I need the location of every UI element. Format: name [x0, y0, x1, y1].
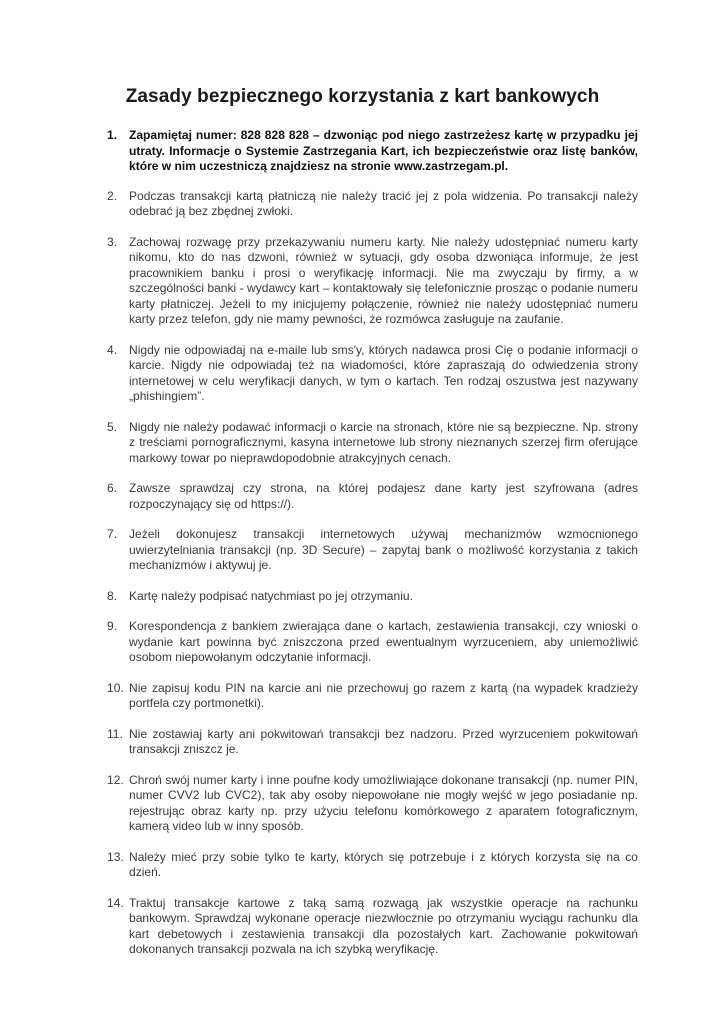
item-text: Chroń swój numer karty i inne poufne kody umożliwiające dokonane transakcji (np. numer PIN, numer CVV2 lub CVC2), tak aby osoby niepowołane nie mogły wejść w jego posiadanie np. rejestrując obraz karty np. przy użyciu telefonu komórkowego z aparatem fotograficznym, kamerą video lub w inny sposób.: [129, 772, 638, 833]
item-text: Korespondencja z bankiem zwierająca dane o kartach, zestawienia transakcji, czy wnioski o wydanie kart powinna być zniszczona przed ewentualnym wyrzuceniem, aby uniemożliwić osobom niepowołanym odczytanie informacji.: [129, 619, 638, 664]
item-text: Nie zostawiaj karty ani pokwitowań transakcji bez nadzoru. Przed wyrzuceniem pokwitowań transakcji zniszcz je.: [129, 726, 638, 756]
item-number: 4.: [107, 342, 118, 357]
list-item: [107, 481, 638, 512]
item-number: 6.: [107, 481, 118, 495]
list-item: [107, 128, 638, 175]
item-number: 11.: [107, 726, 123, 741]
list-item: [107, 773, 638, 835]
list-item: [107, 896, 638, 958]
list-item: [107, 343, 638, 405]
rules-list: [107, 128, 638, 973]
list-item: [107, 727, 638, 758]
list-item: [107, 589, 638, 605]
item-number: 2.: [107, 188, 118, 203]
item-text: Kartę należy podpisać natychmiast po jej otrzymaniu.: [129, 588, 413, 603]
list-item: [107, 189, 638, 220]
item-text: Traktuj transakcje kartowe z taką samą rozwagą jak wszystkie operacje na rachunku bankowym. Sprawdzaj wykonane operacje niezwłocznie po otrzymaniu wyciągu rachunku dla kart debetowych i zestawienia transakcji dla pozostałych kart. Zachowanie pokwitowań dokonanych transakcji pozwala na ich szybką weryfikację.: [129, 895, 638, 956]
item-number: 7.: [107, 527, 118, 541]
item-number: 13.: [107, 849, 124, 864]
item-number: 1.: [107, 128, 118, 142]
list-item: [107, 681, 638, 712]
item-number: 5.: [107, 419, 118, 434]
list-item: [107, 619, 638, 666]
item-text: Nigdy nie należy podawać informacji o karcie na stronach, które nie są bezpieczne. Np. strony z treściami pornograficznymi, kasyna internetowe lub strony nieznanych szerzej firm oferujące markowy towar po nieprawdopodobnie atrakcyjnych cenach.: [129, 419, 638, 465]
list-item: [107, 850, 638, 881]
item-number: 14.: [107, 895, 124, 910]
item-text: Zachowaj rozwagę przy przekazywaniu numeru karty. Nie należy udostępniać numeru karty nikomu, kto do nas dzwoni, również w sytuacji, gdy osoba dzwoniąca informuje, że jest pracownikiem banku i prosi o weryfikację informacji. Nie ma zwyczaju by firmy, a w szczególności banki - wydawcy kart – kontaktowały się telefonicznie prosząc o podanie numeru karty płatniczej. Jeżeli to my inicjujemy połączenie, również nie należy udostępniać numeru karty przez telefon, gdy nie mamy pewności, że rozmówca zasługuje na zaufanie.: [129, 234, 638, 326]
item-text: Podczas transakcji kartą płatniczą nie należy tracić jej z pola widzenia. Po transakcji należy odebrać ją bez zbędnej zwłoki.: [129, 188, 638, 218]
list-item: [107, 420, 638, 467]
item-number: 9.: [107, 619, 118, 633]
item-text: Nie zapisuj kodu PIN na karcie ani nie przechowuj go razem z kartą (na wypadek kradzieży portfela czy portmonetki).: [129, 680, 638, 710]
list-item: [107, 527, 638, 574]
page-title: Zasady bezpiecznego korzystania z kart bankowych: [125, 86, 600, 107]
item-number: 12.: [107, 772, 124, 787]
item-number: 8.: [107, 588, 118, 603]
item-number: 3.: [107, 234, 118, 249]
item-number: 10.: [107, 680, 124, 695]
item-text: Jeżeli dokonujesz transakcji internetowych używaj mechanizmów wzmocnionego uwierzytelniania transakcji (np. 3D Secure) – zapytaj bank o możliwość korzystania z takich mechanizmów i aktywuj je.: [129, 527, 638, 572]
item-text: Zapamiętaj numer: 828 828 828 – dzwoniąc pod niego zastrzeżesz kartę w przypadku jej utraty. Informacje o Systemie Zastrzegania Kart, ich bezpieczeństwie oraz listę banków, które w nim uczestniczą znajdziesz na stronie www.zastrzegam.pl.: [129, 128, 638, 173]
item-text: Nigdy nie odpowiadaj na e-maile lub sms'y, których nadawca prosi Cię o podanie informacji o karcie. Nigdy nie odpowiadaj też na wiadomości, które zapraszają do odwiedzenia strony internetowej w celu weryfikacji danych, w tym o kartach. Ten rodzaj oszustwa jest nazywany „phishingiem”.: [129, 342, 638, 403]
list-item: [107, 235, 638, 328]
item-text: Zawsze sprawdzaj czy strona, na której podajesz dane karty jest szyfrowana (adres rozpoczynający się od https://).: [129, 481, 638, 511]
item-text: Należy mieć przy sobie tylko te karty, których się potrzebuje i z których korzysta się na co dzień.: [129, 849, 638, 879]
